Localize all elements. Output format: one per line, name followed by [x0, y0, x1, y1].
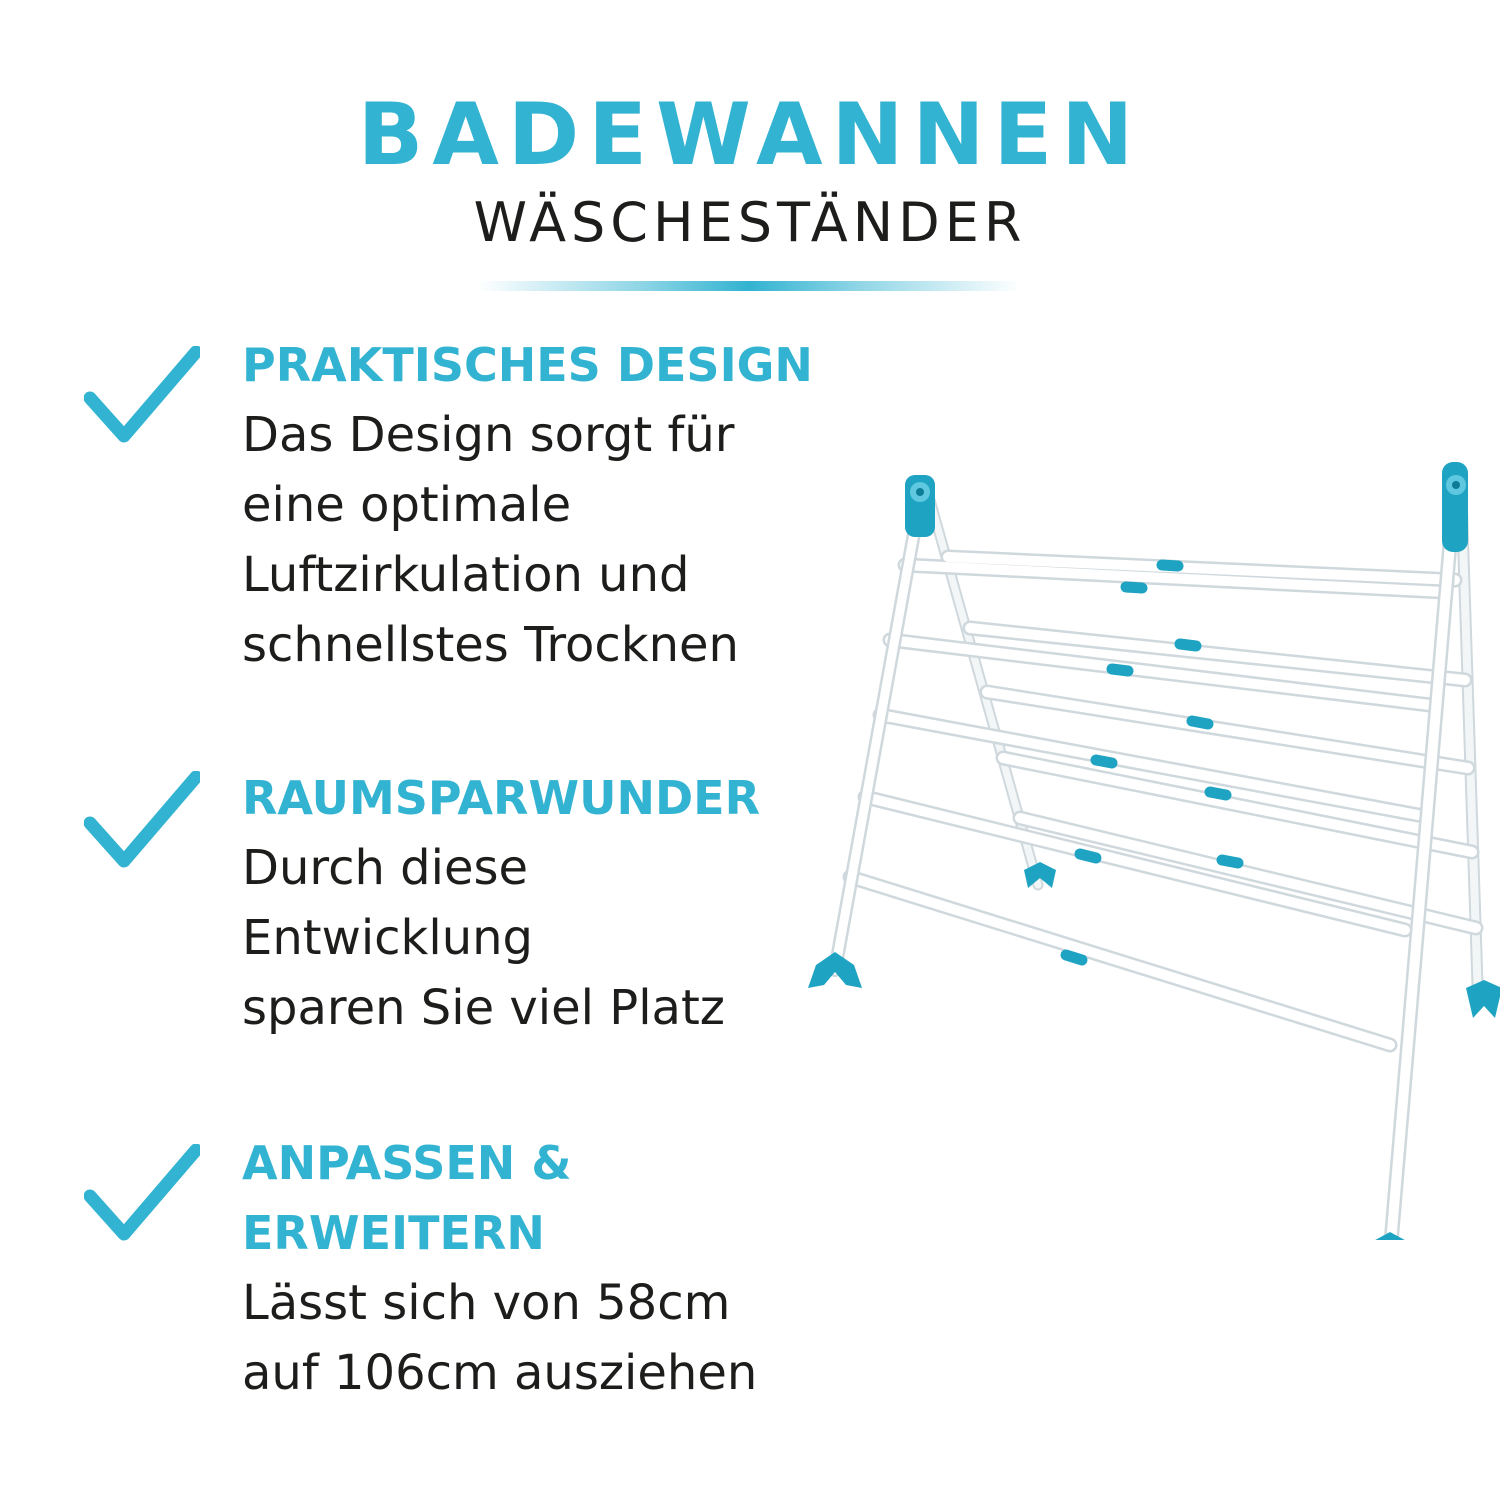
- page-title: BADEWANNEN: [357, 85, 1143, 185]
- feature-text-line: schnellstes Trocknen: [242, 617, 739, 673]
- drying-rack-illustration: [790, 440, 1500, 1240]
- check-icon: [84, 346, 200, 446]
- rack-hinge-left: [905, 475, 935, 537]
- feature-text-line: Lässt sich von 58cm: [242, 1275, 731, 1331]
- feature-text-line: Entwicklung: [242, 910, 533, 966]
- title-divider: [478, 281, 1020, 291]
- rack-hinge-right: [1442, 462, 1468, 552]
- feature-title: ANPASSEN &: [242, 1136, 572, 1190]
- page-subtitle: WÄSCHESTÄNDER: [473, 191, 1027, 254]
- feature-title: RAUMSPARWUNDER: [242, 771, 760, 825]
- check-icon: [84, 771, 200, 871]
- feature-title: PRAKTISCHES DESIGN: [242, 338, 813, 392]
- feature-text-line: Durch diese: [242, 840, 529, 896]
- feature-text-line: sparen Sie viel Platz: [242, 980, 725, 1036]
- feature-text-line: Luftzirkulation und: [242, 547, 690, 603]
- check-icon: [84, 1144, 200, 1244]
- feature-text-line: Das Design sorgt für: [242, 407, 735, 463]
- feature-title: ERWEITERN: [242, 1206, 545, 1260]
- feature-text-line: auf 106cm ausziehen: [242, 1345, 758, 1401]
- feature-text-line: eine optimale: [242, 477, 572, 533]
